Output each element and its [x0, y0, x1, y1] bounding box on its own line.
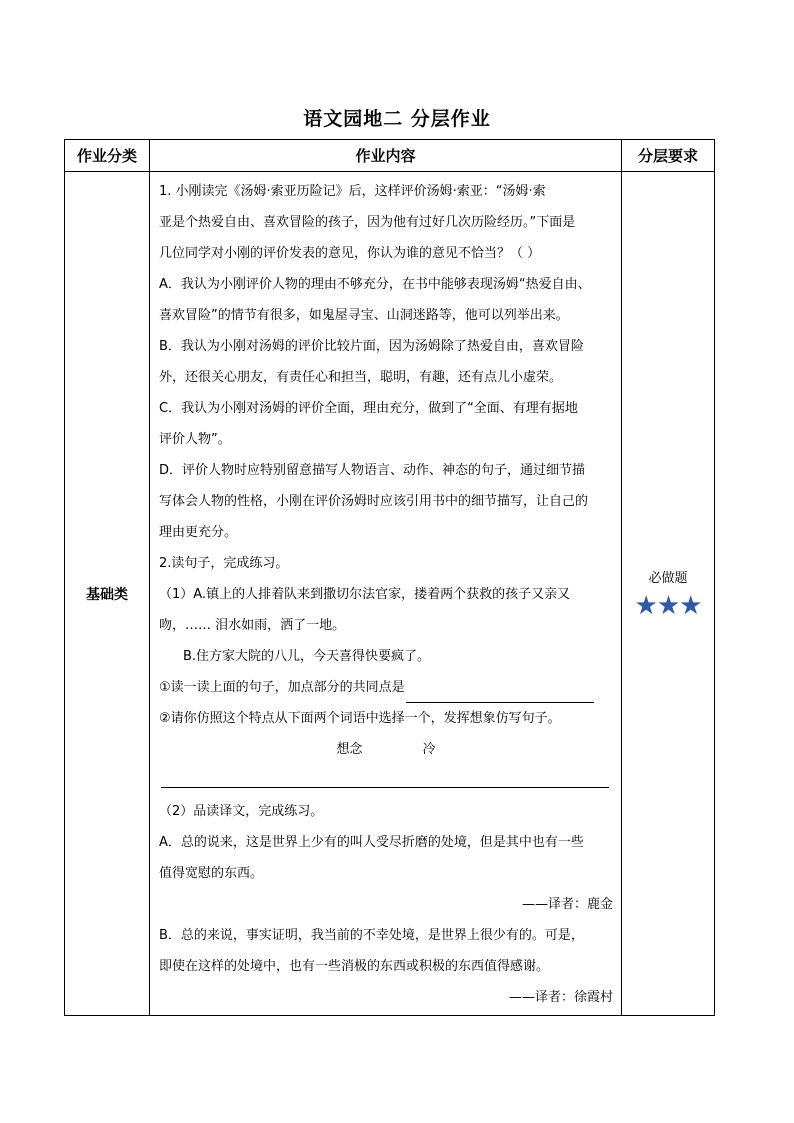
content-line: 2.读句子，完成练习。: [159, 556, 289, 571]
content-line: 亚是个热爱自由、喜欢冒险的孩子，因为他有过好几次历险经历。”下面是: [159, 215, 576, 230]
header-category: 作业分类: [65, 140, 150, 172]
content-line: 外，还很关心朋友，有责任心和担当，聪明，有趣，还有点儿小虚荣。: [159, 370, 563, 385]
content-line: B．我认为小刚对汤姆的评价比较片面，因为汤姆除了热爱自由，喜欢冒险: [159, 339, 584, 354]
content-line: A．我认为小刚评价人物的理由不够充分，在书中能够表现汤姆“热爱自由、: [159, 277, 591, 292]
star-icon: ★: [656, 591, 680, 621]
content-line: 理由更充分。: [159, 525, 238, 540]
content-line: D．评价人物时应特别留意描写人物语言、动作、神态的句子，通过细节描: [159, 463, 586, 478]
header-content: 作业内容: [150, 140, 622, 172]
content-line: 喜欢冒险”的情节有很多，如鬼屋寻宝、山洞迷路等，他可以列举出来。: [159, 308, 569, 323]
homework-table: [64, 139, 715, 1016]
star-icon: ★: [634, 591, 657, 621]
word-choice-2: 冷: [422, 742, 436, 757]
content-line: 1. 小刚读完《汤姆·索亚历险记》后，这样评价汤姆·索亚：“汤姆·索: [159, 184, 546, 199]
requirement-label: 必做题: [648, 571, 688, 586]
word-choices: [159, 734, 613, 765]
question-2: ②请你仿照这个特点从下面两个词语中选择一个，发挥想象仿写句子。: [159, 711, 561, 726]
translator-1: ——译者：鹿金: [521, 897, 613, 912]
content-line: 值得宽慰的东西。: [159, 866, 264, 881]
rating-stars: [622, 592, 714, 620]
header-requirement: 分层要求: [622, 140, 715, 172]
page-title: 语文园地二 分层作业: [303, 108, 491, 130]
content-line: （2）品读译文，完成练习。: [159, 804, 324, 819]
content-line: 评价人物”。: [159, 432, 231, 447]
answer-blank-2[interactable]: [159, 765, 613, 796]
content-cell: [150, 172, 622, 1016]
table-row: [65, 172, 715, 1016]
content-line: 吻，…… 泪水如雨，洒了一地。: [159, 618, 346, 633]
question-1-text: ①读一读上面的句子，加点部分的共同点是: [159, 680, 405, 695]
translator-2: ——译者：徐霞村: [508, 990, 613, 1005]
content-line: C．我认为小刚对汤姆的评价全面，理由充分，做到了“全面、有理有据地: [159, 401, 578, 416]
question-1: [159, 672, 613, 703]
sentence-b: B.住方家大院的八儿，今天喜得快要疯了。: [183, 649, 431, 664]
content-line: 即使在这样的处境中，也有一些消极的东西或积极的东西值得感谢。: [159, 959, 550, 974]
category-cell: 基础类: [65, 172, 150, 1016]
table-header-row: [65, 140, 715, 172]
content-line: A．总的说来，这是世界上少有的叫人受尽折磨的处境，但是其中也有一些: [159, 835, 584, 850]
content-line: （1）A.镇上的人排着队来到撒切尔法官家，搂着两个获救的孩子又亲又: [159, 587, 571, 602]
word-choice-1: 想念: [336, 742, 363, 757]
content-line: 写体会人物的性格，小刚在评价汤姆时应该引用书中的细节描写，让自己的: [159, 494, 589, 509]
content-line: B．总的来说，事实证明，我当前的不幸处境，是世界上很少有的。可是，: [159, 928, 584, 943]
content-line: 几位同学对小刚的评价发表的意见，你认为谁的意见不恰当？（ ）: [159, 246, 541, 261]
star-icon: ★: [679, 591, 702, 621]
requirement-cell: [622, 172, 715, 1016]
answer-blank-1[interactable]: [406, 680, 594, 703]
